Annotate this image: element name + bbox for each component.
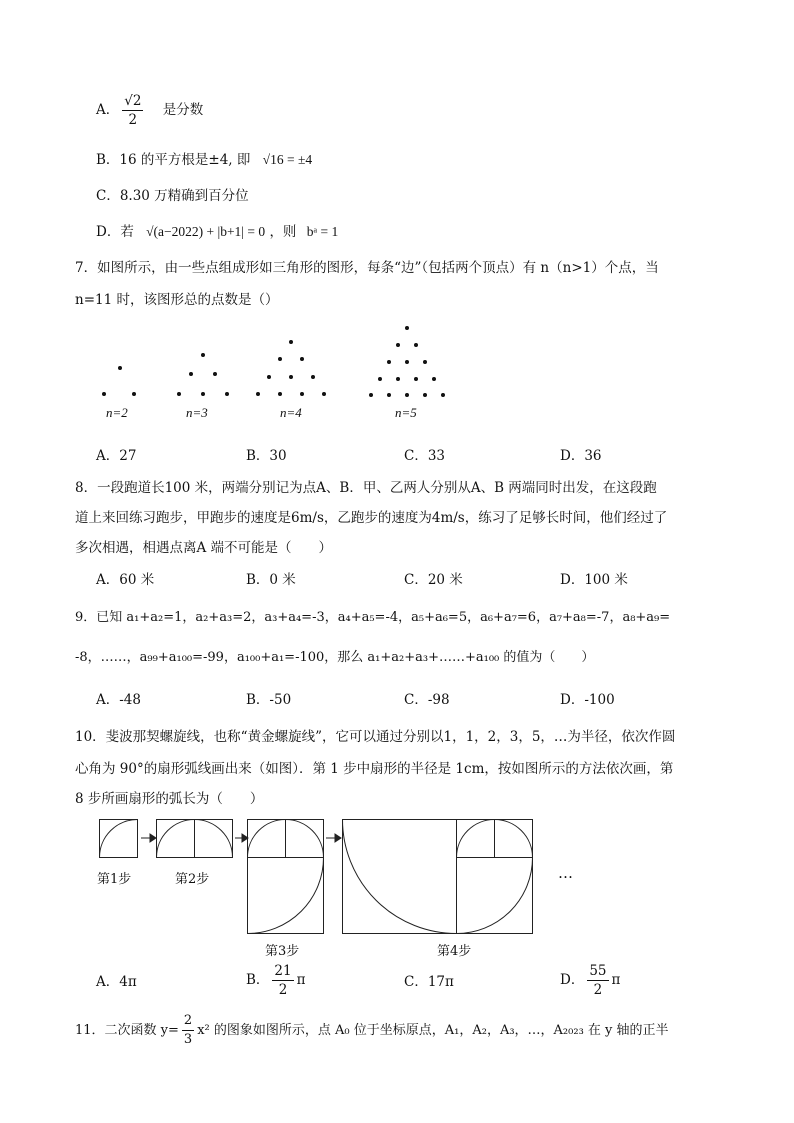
q10-option-b-numerator: 21 [274,963,292,979]
q9-stem-line1: 9．已知 a₁+a₂=1，a₂+a₃=2，a₃+a₄=-3，a₄+a₅=-4，a₅+a₆=5，a₆+a₇=6，a₇+a₈=-7，a₈+a₉= [75,610,671,625]
step1-arc [100,820,138,858]
q10-option-b-denominator: 2 [278,982,288,998]
q6-option-a-numerator: √2 [124,93,142,109]
q8-option-c: C．20 米 [404,572,463,588]
q6-option-d-result: bᵃ = 1 [306,224,339,239]
q8-stem-line2: 道上来回练习跑步，甲跑步的速度是6m/s，乙跑步的速度为4m/s，练习了足够长时间，他们经过了 [75,510,668,526]
q10-stem-line3: 8 步所画扇形的弧长为（ ） [75,791,264,807]
q10-option-d [560,962,620,999]
q9-option-d: D．-100 [560,692,615,708]
q10-option-d-numerator: 55 [589,963,607,979]
q9-stem-line2: -8，……，a₉₉+a₁₀₀=-99，a₁₀₀+a₁=-100，那么 a₁+a₂+a₃+……+a₁₀₀ 的值为（ ） [75,650,595,665]
arrow-3-head [335,834,341,842]
q11-fraction [182,1012,194,1049]
q10-option-d-fraction [587,962,608,999]
q10-step4-label: 第4步 [437,944,472,959]
step4-arc [343,820,533,934]
q7-label-n3: n=3 [186,405,208,420]
q7-label-n2: n=2 [106,405,128,420]
q10-stem-line1: 10．斐波那契螺旋线，也称“黄金螺旋线”，它可以通过分别以1，1，2，3，5，…为半径，依次作圆 [75,729,676,745]
q7-option-d: D．36 [560,448,602,464]
q6-option-c-text: C．8.30 万精确到百分位 [96,188,249,204]
q6-option-d-then: ，则 [269,224,297,240]
q11-denominator: 3 [183,1032,193,1047]
q10-option-d-letter: D． [560,972,585,988]
q10-step3-label: 第3步 [265,944,300,959]
q10-option-b-letter: B． [246,972,270,988]
q10-option-b-fraction [272,962,293,999]
q10-option-b-pi: π [296,972,306,988]
q6-option-b-math: √16 = ±4 [262,152,313,167]
q8-option-a: A．60 米 [96,572,155,588]
q10-step1-label: 第1步 [97,872,132,887]
q10-option-c: C．17π [404,974,454,990]
step1-square [100,820,138,858]
q11-prefix: 11．二次函数 y= [75,1023,179,1038]
q8-option-d: D．100 米 [560,572,628,588]
q6-option-b-text: B．16 的平方根是±4, 即 [96,152,251,168]
q9-option-a: A．-48 [96,692,141,708]
q10-stem-line2: 心角为 90°的扇形弧线画出来（如图）．第 1 步中扇形的半径是 1cm，按如图所示的方法依次画，第 [75,761,674,777]
q7-label-n4: n=4 [280,405,302,420]
q10-step2-label: 第2步 [175,872,210,887]
q6-option-a-text: 是分数 [162,102,204,118]
q7-stem-line1: 7．如图所示，由一些点组成形如三角形的图形，每条“边”（包括两个顶点）有 n（n>1）个点，当 [75,260,659,276]
q8-stem-line1: 8．一段跑道长100 米，两端分别记为点A、B．甲、乙两人分别从A、B 两端同时出发，在这段跑 [75,480,657,496]
q11-stem-line1 [75,1012,669,1049]
q6-option-d-text: D．若 [96,224,134,240]
q11-suffix: x² 的图象如图所示，点 A₀ 位于坐标原点，A₁，A₂，A₃，…，A₂₀₂₃ 在 y 轴的正半 [197,1023,669,1038]
q10-ellipsis: … [558,864,573,882]
q7-option-b: B．30 [246,448,287,464]
q10-option-d-denominator: 2 [593,982,603,998]
q8-option-b: B．0 米 [246,572,296,588]
q7-option-c: C．33 [404,448,446,464]
q6-option-a-denominator: 2 [128,112,138,128]
q11-numerator: 2 [182,1012,194,1031]
q10-option-a: A．4π [96,974,137,990]
q7-label-n5: n=5 [395,405,417,420]
q10-option-b [246,962,305,999]
q6-option-a-letter: A． [96,102,120,118]
q9-option-b: B．-50 [246,692,292,708]
q6-option-d-math: √(a−2022) + |b+1| = 0 [146,224,266,239]
q9-option-c: C．-98 [404,692,450,708]
q8-stem-line3: 多次相遇，相遇点离A 端不可能是（ ） [75,540,333,556]
q7-option-a: A．27 [96,448,137,464]
arrow-1-head [150,834,156,842]
q10-option-d-pi: π [611,972,621,988]
q7-stem-line2: n=11 时，该图形总的点数是（） [75,292,279,308]
